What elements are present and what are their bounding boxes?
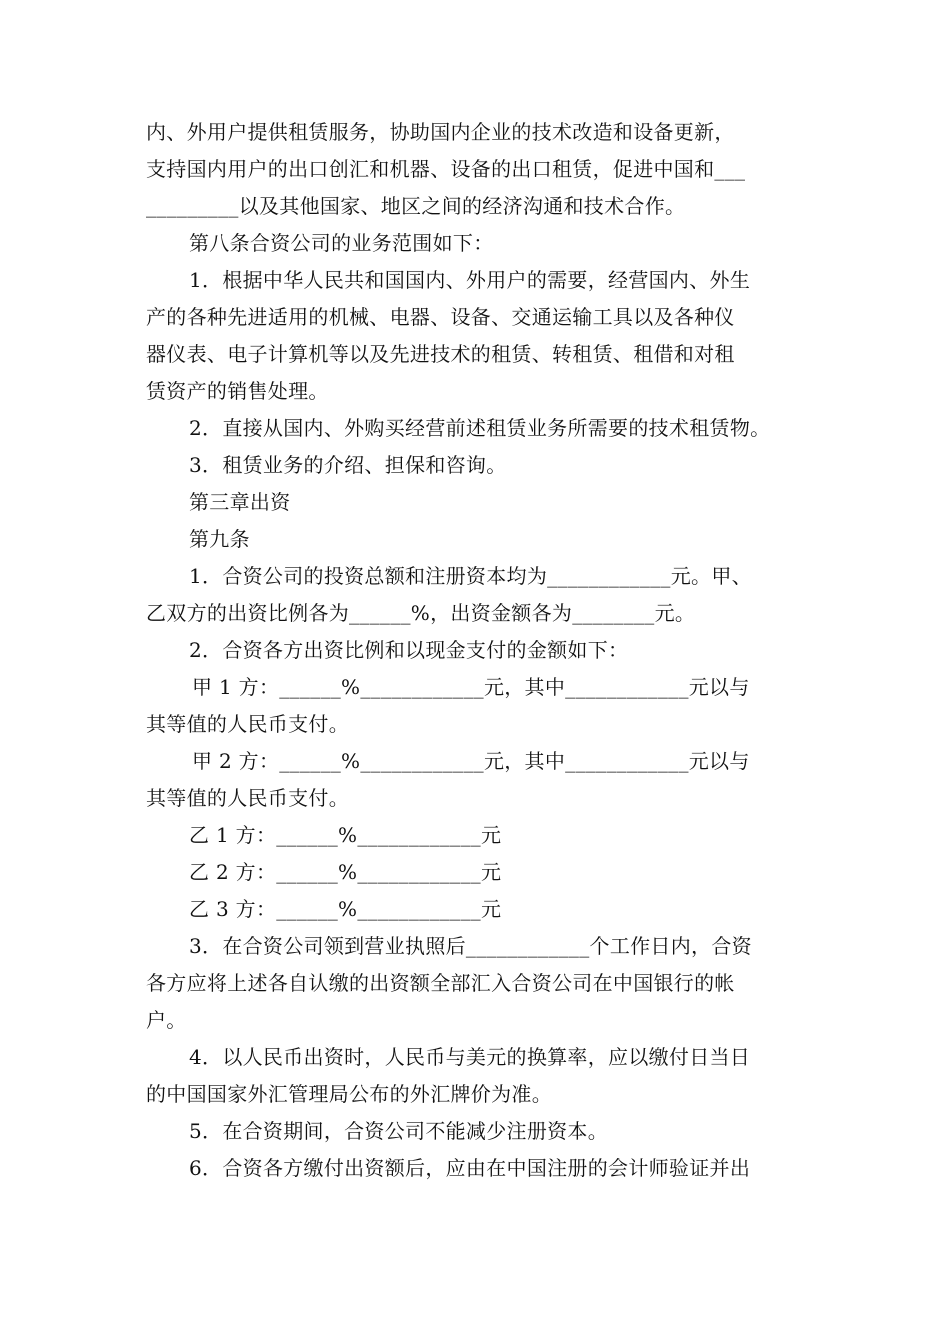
paragraph-line: 其等值的人民币支付。: [146, 712, 349, 736]
party-contribution-line: 甲 2 方：______%____________元，其中____________元以与: [192, 749, 750, 773]
paragraph-line: 3．在合资公司领到营业执照后____________个工作日内，合资: [189, 934, 752, 958]
paragraph-line: 产的各种先进适用的机械、电器、设备、交通运输工具以及各种仪: [146, 305, 735, 329]
article-heading: 第九条: [189, 527, 250, 551]
paragraph-line: 4．以人民币出资时，人民币与美元的换算率，应以缴付日当日: [189, 1045, 751, 1069]
paragraph-line: _________以及其他国家、地区之间的经济沟通和技术合作。: [146, 194, 686, 218]
document-body: [146, 114, 814, 1187]
party-contribution-line: 乙 3 方：______%____________元: [189, 897, 502, 921]
paragraph-line: 1．根据中华人民共和国国内、外用户的需要，经营国内、外生: [189, 268, 751, 292]
paragraph-line: 器仪表、电子计算机等以及先进技术的租赁、转租赁、租借和对租: [146, 342, 735, 366]
paragraph-line: 内、外用户提供租赁服务，协助国内企业的技术改造和设备更新，: [146, 120, 735, 144]
article-heading: 第八条合资公司的业务范围如下：: [189, 231, 494, 255]
paragraph-line: 赁资产的销售处理。: [146, 379, 329, 403]
paragraph-line: 乙双方的出资比例各为______%，出资金额各为________元。: [146, 601, 696, 625]
paragraph-line: 2．合资各方出资比例和以现金支付的金额如下：: [189, 638, 629, 662]
paragraph-line: 支持国内用户的出口创汇和机器、设备的出口租赁，促进中国和___: [146, 157, 746, 181]
party-contribution-line: 乙 2 方：______%____________元: [189, 860, 502, 884]
paragraph-line: 6．合资各方缴付出资额后，应由在中国注册的会计师验证并出: [189, 1156, 751, 1180]
paragraph-line: 的中国国家外汇管理局公布的外汇牌价为准。: [146, 1082, 552, 1106]
paragraph-line: 各方应将上述各自认缴的出资额全部汇入合资公司在中国银行的帐: [146, 971, 735, 995]
party-contribution-line: 乙 1 方：______%____________元: [189, 823, 502, 847]
paragraph-line: 1．合资公司的投资总额和注册资本均为____________元。甲、: [189, 564, 752, 588]
paragraph-line: 5．在合资期间，合资公司不能减少注册资本。: [189, 1119, 609, 1143]
paragraph-line: 户。: [146, 1008, 187, 1032]
paragraph-line: 其等值的人民币支付。: [146, 786, 349, 810]
chapter-heading: 第三章出资: [189, 490, 291, 514]
party-contribution-line: 甲 1 方：______%____________元，其中____________元以与: [192, 675, 750, 699]
paragraph-line: 2．直接从国内、外购买经营前述租赁业务所需要的技术租赁物。: [189, 416, 771, 440]
paragraph-line: 3．租赁业务的介绍、担保和咨询。: [189, 453, 507, 477]
